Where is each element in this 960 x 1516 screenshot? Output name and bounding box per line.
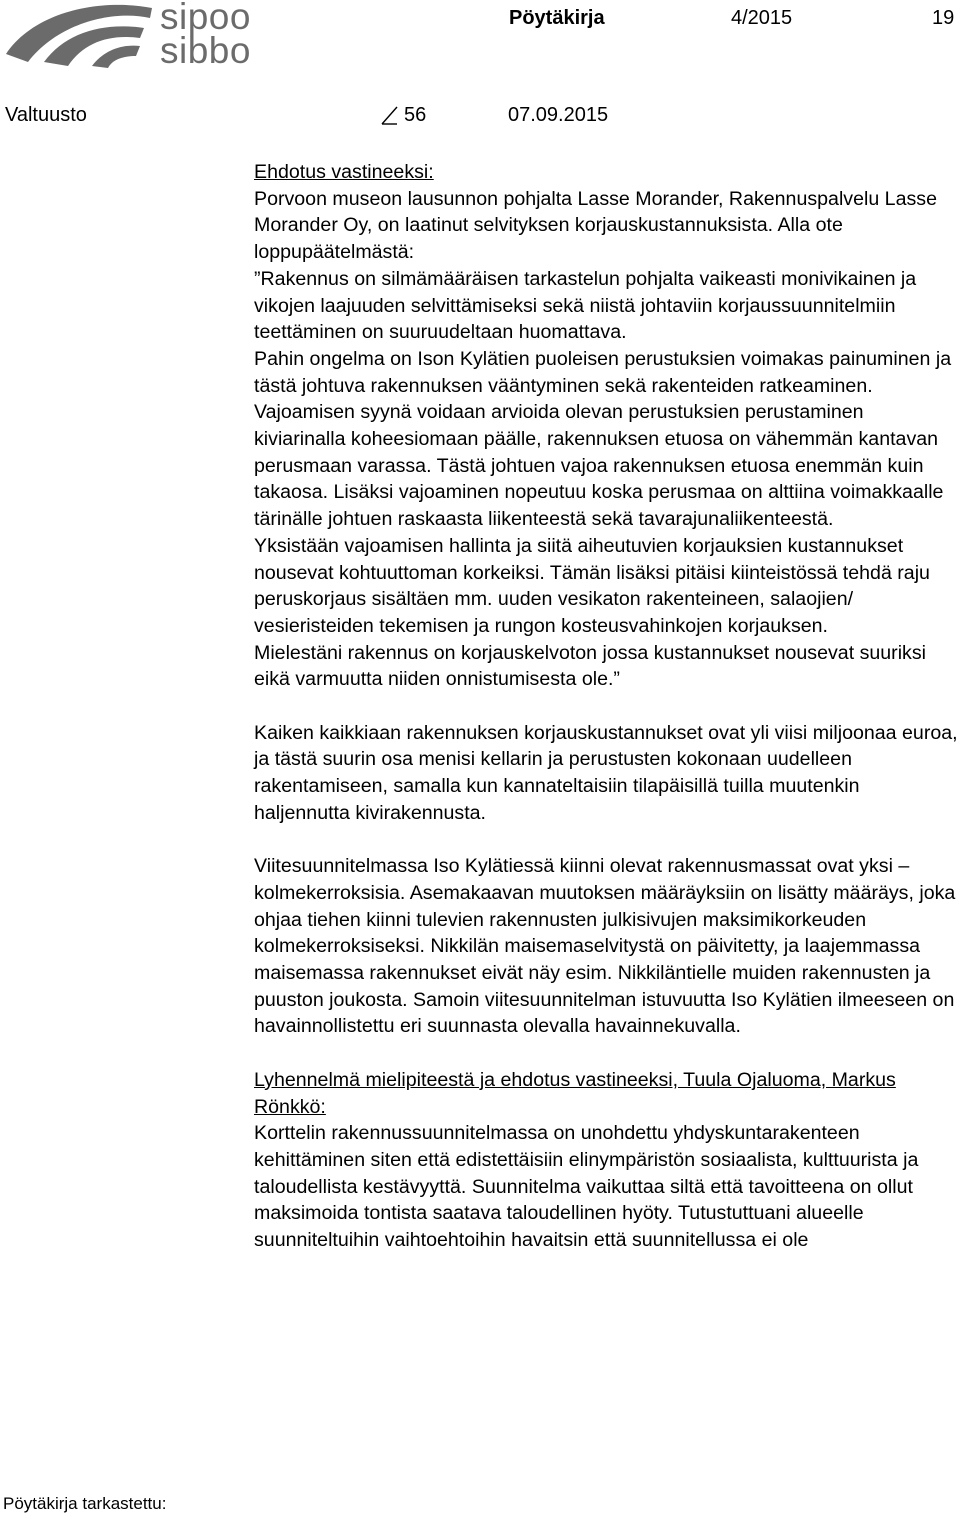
document-body [254,159,958,1254]
section-sign-icon [380,105,398,125]
heading-summary: Lyhennelmä mielipiteestä ja ehdotus vastineeksi, Tuula Ojaluoma, Markus Rönkkö: [254,1068,896,1118]
sipoo-logo-icon [4,2,154,70]
paragraph: Korttelin rakennussuunnitelmassa on unohdettu yhdyskuntarakenteen kehittäminen siten että edistettäisiin elinympäristön sosiaalista, kulttuurista ja taloudellista kestävyyttä. Suunnitelma vaikuttaa siltä että tavoitteena on ollut maksimoida tontista saatava taloudellinen hyöty. Tutustuttuani alueelle suunniteltuihin vaihtoehtoihin havaitsin että suunnitellussa ei ole [254,1122,919,1252]
footer-checked-label: Pöytäkirja tarkastettu: [3,1494,167,1513]
document-number: 4/2015 [731,7,793,29]
heading-proposal: Ehdotus vastineeksi: [254,161,434,183]
paragraph: Yksistään vajoamisen hallinta ja siitä aiheutuvien korjauksien kustannukset nousevat kohtuuttoman korkeiksi. Tämän lisäksi pitäisi kiinteistössä tehdä raju peruskorjaus sisältäen mm. uuden vesikaton rakenteineen, salaojien/ vesieristeiden tekemisen ja rungon kosteusvahinkojen korjauksen. [254,534,930,637]
paragraph: Viitesuunnitelmassa Iso Kylätiessä kiinni olevat rakennusmassat ovat yksi – kolmekerroksisia. Asemakaavan muutoksen määräyksiin on lisätty määräys, joka ohjaa tiehen kiinni tulevien rakennusten julkisivujen maksimikorkeuden kolmekerroksiseksi. Nikkilän maisemaselvitystä on päivitetty, ja laajemmassa maisemassa rakennukset eivät näy esim. Nikkiläntielle muiden rakennusten ja puuston joukosta. Samoin viitesuunnitelman istuvuutta Iso Kylätien ilmeeseen on havainnollistettu eri suunnasta olevalla havainnekuvalla. [254,855,956,1038]
page-number: 19 [932,7,955,29]
meeting-date: 07.09.2015 [508,104,609,126]
logo-wordmark [160,0,251,71]
logo-line-sipoo: sipoo [160,0,251,37]
paragraph-quote: ”Rakennus on silmämääräisen tarkastelun pohjalta vaikeasti monivikainen ja vikojen laajuuden selvittämiseksi sekä niistä johtaviin korjaussuunnitelmiin teettäminen on suuruudeltaan huomattava. [254,267,917,344]
spacer [254,827,958,854]
paragraph: Mielestäni rakennus on korjauskelvoton jossa kustannukset nousevat suuriksi eikä varmuutta niiden onnistumisesta ole.” [254,641,926,691]
logo-line-sibbo: sibbo [160,30,251,71]
organ-name: Valtuusto [5,104,87,126]
paragraph: Pahin ongelma on Ison Kylätien puoleisen perustuksien voimakas painuminen ja tästä johtuva rakennuksen vääntyminen sekä rakenteiden ratkeaminen. Vajoamisen syynä voidaan arvioida olevan perustuksien perustaminen kiviarinalla koheesiomaan päälle, rakennuksen etuosa on vähemmän kantavan perusmaan varassa. Tästä johtuen vajoa rakennuksen etuosa enemmän kuin takaosa. Lisäksi vajoaminen nopeutuu koska perusmaa on alttiina voimakkaalle tärinälle johtuen raskaasta liikenteestä sekä tavarajunaliikenteestä. [254,347,952,531]
paragraph: Kaiken kaikkiaan rakennuksen korjauskustannukset ovat yli viisi miljoonaa euroa, ja tästä suurin osa menisi kellarin ja perustusten kokonaan uudelleen rakentamiseen, samalla kun kannateltaisiin tilapäisillä tuilla muutenkin haljennutta kivirakennusta. [254,721,958,824]
page-header [0,0,960,140]
section-number: 56 [404,104,427,126]
document-type: Pöytäkirja [509,7,605,29]
spacer [254,1040,958,1067]
spacer [254,693,958,720]
paragraph: Porvoon museon lausunnon pohjalta Lasse Morander, Rakennuspalvelu Lasse Morander Oy, on laatinut selvityksen korjauskustannuksista. Alla ote loppupäätelmästä: [254,187,937,264]
